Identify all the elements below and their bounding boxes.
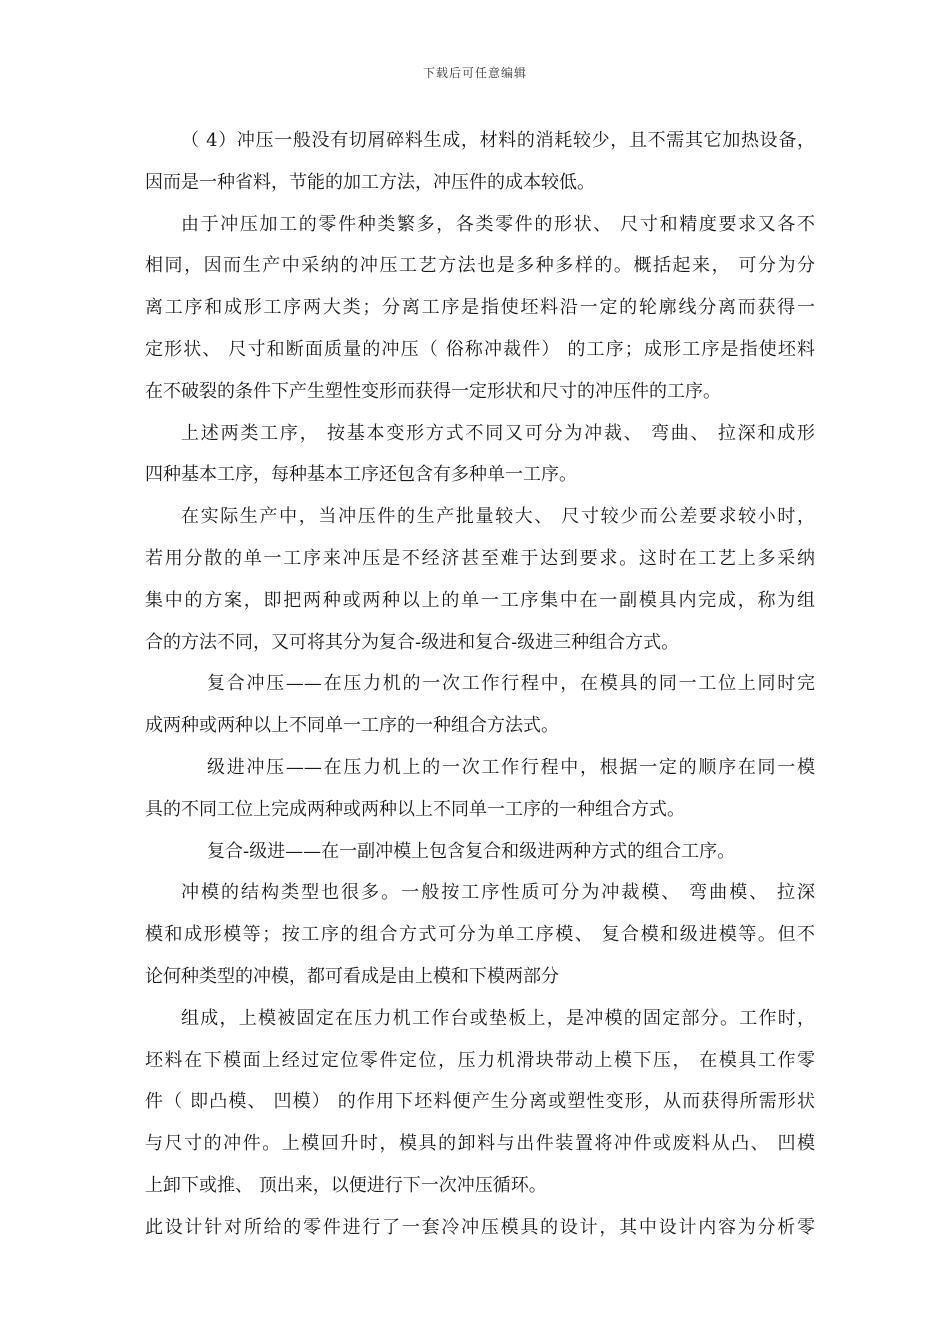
text-line: 上卸下或推、 顶出来，以便进行下一次冲压循环。: [145, 1174, 547, 1196]
text-line: 此设计针对所给的零件进行了一套冷冲压模具的设计，其中设计内容为分析零: [145, 1216, 815, 1238]
text-line: 若用分散的单一工序来冲压是不经济甚至难于达到要求。这时在工艺上多采纳: [145, 547, 815, 569]
text-line: 集中的方案，即把两种或两种以上的单一工序集中在一副模具内完成，称为组: [145, 589, 815, 611]
text-line: 复合冲压——在压力机的一次工作行程中，在模具的同一工位上同时完: [207, 673, 815, 695]
text-line: 件（ 即凸模、 凹模） 的作用下坯料便产生分离或塑性变形，从而获得所需形状: [145, 1091, 815, 1113]
text-line: 与尺寸的冲件。上模回升时，模具的卸料与出件装置将冲件或废料从凸、 凹模: [145, 1133, 815, 1155]
text-line: 模和成形模等；按工序的组合方式可分为单工序模、 复合模和级进模等。但不: [145, 924, 815, 946]
document-body: [145, 120, 815, 1249]
text-line: 成两种或两种以上不同单一工序的一种组合方法式。: [145, 715, 559, 737]
text-line: 在实际生产中，当冲压件的生产批量较大、 尺寸较少而公差要求较小时，: [181, 506, 815, 528]
text-line: 由于冲压加工的零件种类繁多，各类零件的形状、 尺寸和精度要求又各不: [181, 213, 815, 235]
text-line: 合的方法不同，又可将其分为复合-级进和复合-级进三种组合方式。: [145, 631, 680, 653]
text-line: 级进冲压——在压力机上的一次工作行程中，根据一定的顺序在同一模: [207, 756, 815, 778]
text-line: 在不破裂的条件下产生塑性变形而获得一定形状和尺寸的冲压件的工序。: [145, 380, 721, 402]
text-line: （ 4）冲压一般没有切屑碎料生成，材料的消耗较少，且不需其它加热设备，: [181, 130, 815, 151]
text-line: 因而是一种省料，节能的加工方法，冲压件的成本较低。: [145, 171, 595, 193]
text-line: 离工序和成形工序两大类；分离工序是指使坯料沿一定的轮廓线分离而获得一: [145, 297, 815, 319]
text-line: 冲模的结构类型也很多。一般按工序性质可分为冲裁模、 弯曲模、 拉深: [181, 882, 815, 904]
text-line: 论何种类型的冲模，都可看成是由上模和下模两部分: [145, 965, 559, 987]
text-line: 相同，因而生产中采纳的冲压工艺方法也是多种多样的。概括起来， 可分为分: [145, 255, 815, 277]
text-line: 具的不同工位上完成两种或两种以上不同单一工序的一种组合方式。: [145, 798, 685, 820]
page-header-note: 下载后可任意编辑: [422, 66, 527, 80]
text-line: 组成，上模被固定在压力机工作台或垫板上，是冲模的固定部分。工作时，: [181, 1007, 815, 1029]
text-line: 坯料在下模面上经过定位零件定位，压力机滑块带动上模下压， 在模具工作零: [145, 1049, 815, 1071]
text-line: 定形状、 尺寸和断面质量的冲压（ 俗称冲裁件） 的工序；成形工序是指使坯料: [145, 338, 815, 360]
text-line: 上述两类工序， 按基本变形方式不同又可分为冲裁、 弯曲、 拉深和成形: [181, 422, 815, 444]
text-line: 复合-级进——在一副冲模上包含复合和级进两种方式的组合工序。: [207, 840, 736, 862]
text-line: 四种基本工序，每种基本工序还包含有多种单一工序。: [145, 464, 577, 486]
